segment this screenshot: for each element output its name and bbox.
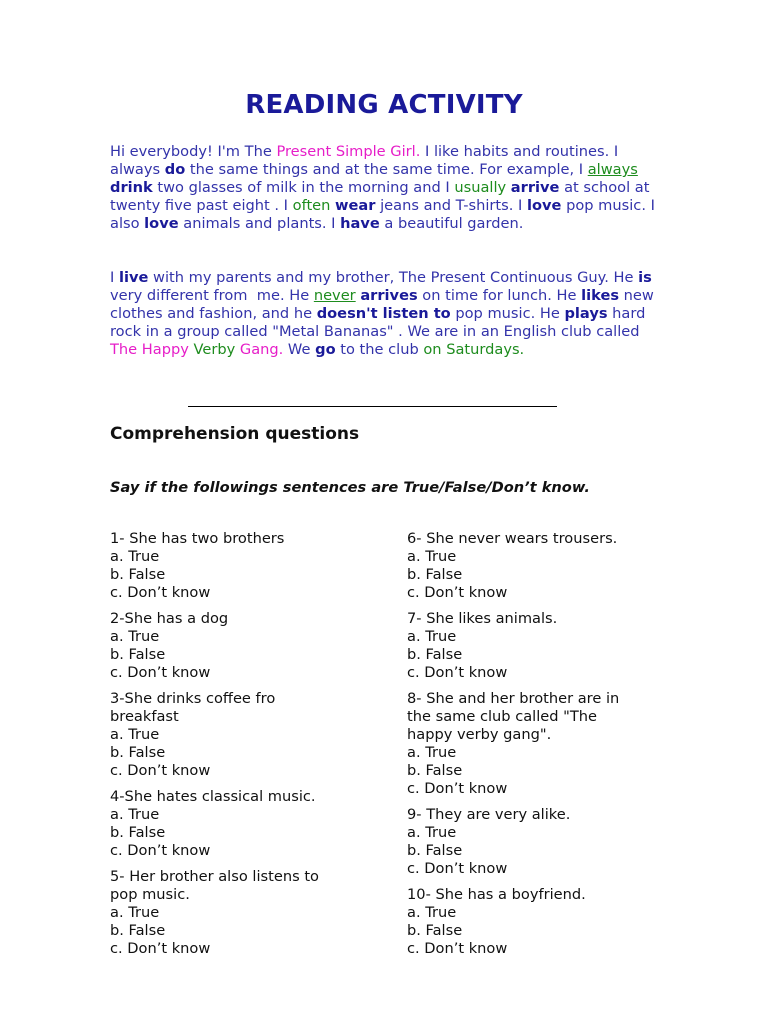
paragraph-text-segment: arrive	[510, 179, 560, 196]
answer-option-a[interactable]: a. True	[407, 628, 457, 645]
paragraph-text-segment: doesn't listen to	[316, 305, 451, 322]
answer-option-a[interactable]: a. True	[407, 548, 457, 565]
paragraph-text-segment: is	[638, 269, 652, 286]
paragraph-text-segment: the same things and at the same time. For example, I	[185, 161, 588, 178]
paragraph-text-segment: jeans and T-shirts. I	[375, 197, 527, 214]
paragraph-text-segment: Gang.	[235, 341, 284, 358]
answer-option-c[interactable]: c. Don’t know	[110, 842, 211, 859]
answer-option-a[interactable]: a. True	[110, 806, 160, 823]
paragraph-text-segment: go	[315, 341, 336, 358]
comprehension-heading: Comprehension questions	[110, 424, 360, 444]
paragraph-text-segment: have	[340, 215, 380, 232]
answer-option-c[interactable]: c. Don’t know	[407, 664, 508, 681]
paragraph-text-segment: to the club	[335, 341, 424, 358]
question-item	[407, 806, 657, 878]
answer-option-b[interactable]: b. False	[407, 842, 463, 859]
question-item	[110, 868, 360, 958]
answer-option-b[interactable]: b. False	[110, 646, 166, 663]
question-text: pop music.	[110, 886, 190, 903]
paragraph-text-segment: often	[292, 197, 331, 214]
paragraph-text-segment: likes	[581, 287, 620, 304]
answer-option-c[interactable]: c. Don’t know	[407, 780, 508, 797]
question-text: 5- Her brother also listens to	[110, 868, 319, 885]
paragraph-text-segment: I like habits and routines. I always	[110, 143, 623, 178]
question-text: 9- They are very alike.	[407, 806, 571, 823]
question-text: 6- She never wears trousers.	[407, 530, 618, 547]
paragraph-text-segment: two glasses of milk in the morning and I	[152, 179, 455, 196]
answer-option-c[interactable]: c. Don’t know	[407, 940, 508, 957]
answer-option-c[interactable]: c. Don’t know	[407, 860, 508, 877]
paragraph-text-segment: always	[587, 161, 638, 178]
paragraph-text-segment: pop music. I also	[110, 197, 660, 232]
paragraph-text-segment: Present Simple Girl.	[276, 143, 421, 160]
answer-option-c[interactable]: c. Don’t know	[110, 664, 211, 681]
answer-option-a[interactable]: a. True	[110, 548, 160, 565]
paragraph-text-segment: hard rock in a group called "Metal Bananas" . We are in an English club called	[110, 305, 651, 340]
paragraph-text-segment: Verby	[193, 341, 236, 358]
question-text: the same club called "The	[407, 708, 598, 725]
paragraph-text-segment: arrives	[360, 287, 418, 304]
answer-option-b[interactable]: b. False	[110, 824, 166, 841]
question-item	[407, 610, 657, 682]
question-text: 2-She has a dog	[110, 610, 229, 627]
questions-column-right	[407, 530, 657, 966]
paragraph-text-segment: on Saturdays.	[423, 341, 525, 358]
question-text: 3-She drinks coffee fro	[110, 690, 276, 707]
question-text: 7- She likes animals.	[407, 610, 558, 627]
answer-option-a[interactable]: a. True	[407, 824, 457, 841]
paragraph-text-segment: a beautiful garden.	[379, 215, 524, 232]
paragraph-text-segment: wear	[335, 197, 376, 214]
paragraph-text-segment: drink	[110, 179, 153, 196]
answer-option-a[interactable]: a. True	[407, 744, 457, 761]
paragraph-text-segment: on time for lunch. He	[417, 287, 582, 304]
answer-option-a[interactable]: a. True	[110, 726, 160, 743]
answer-option-b[interactable]: b. False	[407, 762, 463, 779]
paragraph-text-segment: at school at twenty five past eight . I	[110, 179, 655, 214]
page-title: READING ACTIVITY	[245, 90, 523, 120]
paragraph-text-segment: usually	[454, 179, 507, 196]
answer-option-b[interactable]: b. False	[110, 744, 166, 761]
question-text: 1- She has two brothers	[110, 530, 285, 547]
paragraph-text-segment: with my parents and my brother, The Present Continuous Guy. He	[148, 269, 639, 286]
question-item	[110, 788, 360, 860]
paragraph-text-segment	[638, 161, 643, 178]
paragraph-text-segment: do	[164, 161, 186, 178]
answer-option-a[interactable]: a. True	[110, 904, 160, 921]
answer-option-b[interactable]: b. False	[407, 646, 463, 663]
reading-paragraph-2	[110, 269, 658, 359]
answer-option-c[interactable]: c. Don’t know	[407, 584, 508, 601]
answer-option-b[interactable]: b. False	[110, 922, 166, 939]
questions-column-left	[110, 530, 360, 966]
question-item	[110, 610, 360, 682]
answer-option-c[interactable]: c. Don’t know	[110, 762, 211, 779]
paragraph-text-segment: live	[118, 269, 149, 286]
answer-option-b[interactable]: b. False	[110, 566, 166, 583]
instruction-text: Say if the followings sentences are True/False/Don’t know.	[110, 479, 590, 496]
question-item	[407, 886, 657, 958]
paragraph-text-segment: animals and plants. I	[178, 215, 341, 232]
paragraph-text-segment: love	[144, 215, 179, 232]
question-text: 10- She has a boyfriend.	[407, 886, 586, 903]
divider-line	[188, 406, 557, 407]
question-text: happy verby gang".	[407, 726, 552, 743]
paragraph-text-segment: very different from me. He	[110, 269, 657, 304]
paragraph-text-segment: never	[313, 287, 356, 304]
question-text: breakfast	[110, 708, 179, 725]
question-text: 8- She and her brother are in	[407, 690, 620, 707]
question-item	[407, 530, 657, 602]
question-text: 4-She hates classical music.	[110, 788, 316, 805]
paragraph-text-segment: Hi everybody! I'm The	[110, 143, 277, 160]
paragraph-text-segment: new clothes and fashion, and he	[110, 287, 659, 322]
paragraph-text-segment: We	[283, 341, 316, 358]
paragraph-text-segment: I	[110, 269, 119, 286]
question-item	[407, 690, 657, 798]
answer-option-c[interactable]: c. Don’t know	[110, 584, 211, 601]
paragraph-text-segment: The Happy	[110, 341, 194, 358]
answer-option-b[interactable]: b. False	[407, 922, 463, 939]
answer-option-c[interactable]: c. Don’t know	[110, 940, 211, 957]
answer-option-b[interactable]: b. False	[407, 566, 463, 583]
paragraph-text-segment: love	[526, 197, 562, 214]
paragraph-text-segment: pop music. He	[450, 305, 565, 322]
question-item	[110, 690, 360, 780]
reading-paragraph-1	[110, 143, 658, 233]
question-item	[110, 530, 360, 602]
answer-option-a[interactable]: a. True	[110, 628, 160, 645]
answer-option-a[interactable]: a. True	[407, 904, 457, 921]
paragraph-text-segment: plays	[564, 305, 608, 322]
